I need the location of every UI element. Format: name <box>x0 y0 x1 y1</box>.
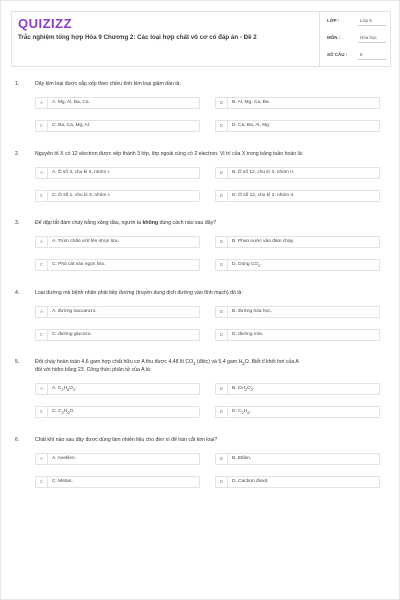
option-text <box>232 384 254 395</box>
option-c[interactable] <box>35 476 200 488</box>
option-text: D. Cacbon đioxit. <box>232 479 269 484</box>
question-text: Loại đường mà bệnh nhân phải tiếp đường (truyền dung dịch đường vào tĩnh mạch) đó là: <box>35 290 243 296</box>
question-number: 3. <box>15 220 20 226</box>
option-letter: B <box>216 384 228 394</box>
option-c[interactable] <box>35 329 200 341</box>
option-d[interactable] <box>215 120 380 132</box>
question-text-part: Để dập tắt đám cháy bằng xăng dầu, người ta <box>35 220 143 226</box>
option-letter: D <box>216 191 228 201</box>
meta-subject-value: Hóa học <box>360 35 377 40</box>
option-text-part: . <box>75 386 77 391</box>
question-text: Chất khí nào sau đây được dùng làm nhiên liệu cho đèn xì để hàn cắt kim loại? <box>35 437 218 443</box>
option-a[interactable] <box>35 306 200 318</box>
meta-class-value: Lớp 9 <box>360 18 372 23</box>
option-a[interactable] <box>35 453 200 465</box>
option-letter: B <box>216 98 228 108</box>
subscript: 2 <box>250 386 253 392</box>
subscript: 2 <box>61 409 64 415</box>
option-letter: C <box>36 121 48 131</box>
question-number: 6. <box>15 437 20 443</box>
question-number: 4. <box>15 290 20 296</box>
worksheet-header <box>11 11 391 67</box>
option-letter: D <box>216 477 228 487</box>
subscript: 6 <box>67 409 70 415</box>
option-c[interactable] <box>35 259 200 271</box>
question-text: Nguyên tố X có 12 electron được xếp thành 3 lớp, lớp ngoài cùng có 2 electron. Vị trí của X trong bảng tuần hoàn là: <box>35 151 304 157</box>
option-letter: C <box>36 407 48 417</box>
option-text-part: C. C <box>52 409 62 414</box>
option-c[interactable] <box>35 190 200 202</box>
option-text: C. Ô số 1, chu kì 3, nhóm I. <box>52 193 111 198</box>
option-text: D. đường mía. <box>232 332 264 337</box>
option-text-part: O <box>247 386 251 391</box>
option-text-part: A. C <box>52 386 62 391</box>
option-c[interactable] <box>35 120 200 132</box>
option-text: B. Al, Mg, Ca, Ba. <box>232 100 270 105</box>
option-letter: B <box>216 168 228 178</box>
option-text: B. Etilen. <box>232 456 252 461</box>
option-text-part: . <box>260 262 262 267</box>
question-number: 1. <box>15 81 20 87</box>
option-text <box>232 407 251 418</box>
meta-divider <box>358 42 386 43</box>
option-d[interactable] <box>215 190 380 202</box>
question-text-part: (đktc) và 5,4 gam H <box>195 359 243 365</box>
question-text-part: đối với hiđro bằng 23. Công thức phân tử của A là: <box>35 367 152 374</box>
option-a[interactable] <box>35 167 200 179</box>
option-letter: A <box>36 384 48 394</box>
option-letter: D <box>216 260 228 270</box>
option-letter: C <box>36 477 48 487</box>
meta-subject-label: MÔN : <box>327 35 341 40</box>
option-letter: A <box>36 454 48 464</box>
option-a[interactable] <box>35 383 200 395</box>
subscript: 2 <box>61 386 64 392</box>
header-title-area <box>12 12 320 66</box>
option-text-subscript: 2 <box>258 262 261 268</box>
document-title: Trắc nghiệm tổng hợp Hóa 9 Chương 2: Các loại hợp chất vô cơ có đáp án - Đề 2 <box>18 34 257 41</box>
option-letter: B <box>216 307 228 317</box>
option-b[interactable] <box>215 167 380 179</box>
option-text-part: D. C <box>232 409 242 414</box>
question-number: 5. <box>15 359 20 365</box>
question-text-emphasis: không <box>142 220 159 226</box>
option-d[interactable] <box>215 406 380 418</box>
option-d[interactable] <box>215 259 380 271</box>
subscript: 2 <box>193 361 196 367</box>
meta-divider <box>358 25 386 26</box>
option-text: B. đường hóa học. <box>232 309 272 314</box>
option-letter: D <box>216 407 228 417</box>
option-text: D. Ô số 12, chu kì 2, nhóm II. <box>232 193 295 198</box>
option-text: A. Trùm chăn ướt lên nhọn lửa. <box>52 239 119 244</box>
option-text: A. đường saccarozo. <box>52 309 97 314</box>
option-d[interactable] <box>215 476 380 488</box>
question-text <box>35 359 385 374</box>
option-text-part: D. Dùng CO <box>232 262 259 267</box>
meta-class-label: LỚP : <box>327 18 340 23</box>
subscript: 2 <box>242 361 245 367</box>
subscript: 2 <box>241 409 244 415</box>
subscript: 6 <box>247 409 250 415</box>
option-text-part: H <box>63 386 68 391</box>
subscript: 2 <box>73 386 76 392</box>
option-text-part: H <box>243 409 248 414</box>
question-text <box>35 220 385 227</box>
meta-divider <box>358 59 386 60</box>
option-text: B. Ô số 12, chu kì 3, nhóm II. <box>232 170 295 175</box>
option-letter: D <box>216 121 228 131</box>
meta-count <box>324 48 390 62</box>
option-letter: D <box>216 330 228 340</box>
option-text-part: B. CH <box>232 386 245 391</box>
option-text-part: O. <box>69 409 75 414</box>
option-text-part: O <box>69 386 74 391</box>
question-text-part: O. Biết tỉ khối hơi của A <box>244 359 299 365</box>
option-letter: A <box>36 168 48 178</box>
option-text: C. Phủ cát vào ngọn lửa. <box>52 262 106 267</box>
meta-count-label: SỐ CÂU : <box>327 52 348 57</box>
subscript: 6 <box>67 386 70 392</box>
option-letter: A <box>36 98 48 108</box>
option-text-part: H <box>63 409 68 414</box>
subscript: 2 <box>244 386 248 392</box>
meta-subject <box>324 31 390 45</box>
option-text-part: . <box>249 409 251 414</box>
option-text <box>52 407 75 418</box>
option-letter: B <box>216 454 228 464</box>
option-c[interactable] <box>35 406 200 418</box>
option-b[interactable] <box>215 97 380 109</box>
option-letter: C <box>36 330 48 340</box>
option-text: A. Ô số 3, chu kì 2, nhóm I. <box>52 170 111 175</box>
question-text-part: Đốt cháy hoàn toàn 4,6 gam hợp chất hữu cơ A thu được 4,48 lít CO <box>35 359 194 365</box>
option-letter: A <box>36 237 48 247</box>
option-text: A. Axetilen. <box>52 456 76 461</box>
option-letter: C <box>36 260 48 270</box>
option-text: B. Phun nước vào đám cháy. <box>232 239 294 244</box>
question-text-part: dùng cách nào sau đây? <box>158 220 217 226</box>
option-b[interactable] <box>215 236 380 248</box>
option-a[interactable] <box>35 97 200 109</box>
question-number: 2. <box>15 151 20 157</box>
option-text: D. Ca, Ba, Al, Mg. <box>232 123 271 128</box>
option-text: C. Metan. <box>52 479 73 484</box>
option-letter: C <box>36 191 48 201</box>
option-text: C. Ba, Ca, Mg, Al. <box>52 123 91 128</box>
quizizz-logo: QUIZIZZ <box>18 16 73 31</box>
option-b[interactable] <box>215 306 380 318</box>
option-letter: B <box>216 237 228 247</box>
meta-count-value: 6 <box>360 52 363 57</box>
option-text: A. Mg, Al, Ba, Ca. <box>52 100 90 105</box>
option-text <box>52 384 77 395</box>
meta-class <box>324 14 390 28</box>
option-letter: A <box>36 307 48 317</box>
question-text: Dãy kim loại được sắp xếp theo chiều tính kim loại giảm dần là: <box>35 81 181 87</box>
option-text-part: . <box>253 386 255 391</box>
option-a[interactable] <box>35 236 200 248</box>
option-b[interactable] <box>215 383 380 395</box>
option-text: C. đường glucozo. <box>52 332 92 337</box>
option-b[interactable] <box>215 453 380 465</box>
option-d[interactable] <box>215 329 380 341</box>
option-text <box>232 260 262 271</box>
